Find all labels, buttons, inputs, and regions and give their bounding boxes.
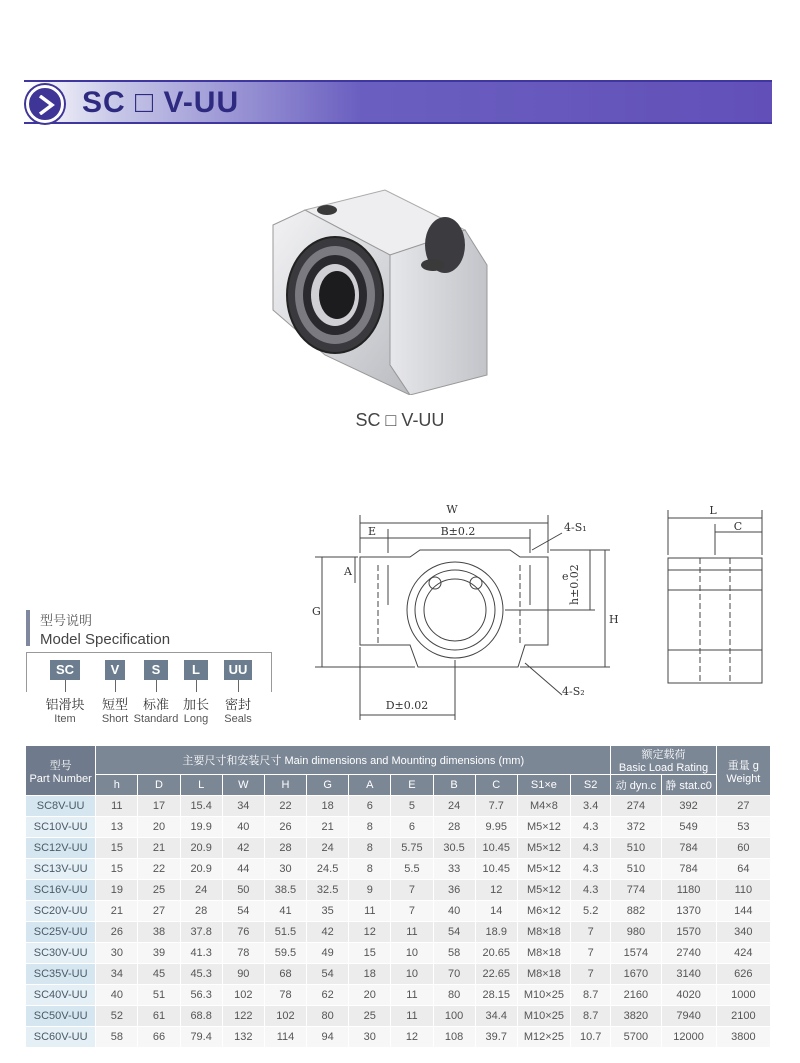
table-cell: 18 (307, 796, 349, 817)
table-cell: 58 (433, 943, 475, 964)
table-cell: 102 (264, 1006, 306, 1027)
table-cell: 12 (349, 922, 391, 943)
table-cell: 24 (433, 796, 475, 817)
table-cell: 27 (138, 901, 180, 922)
table-cell: 28 (180, 901, 222, 922)
table-cell: 78 (264, 985, 306, 1006)
column-header: S2 (571, 775, 611, 796)
spec-short-en: Short (101, 713, 129, 725)
table-cell: 8 (349, 859, 391, 880)
part-number-cell: SC40V-UU (26, 985, 96, 1006)
table-cell: 5.75 (391, 838, 433, 859)
table-cell: M4×8 (517, 796, 570, 817)
table-cell: 37.8 (180, 922, 222, 943)
table-cell: 100 (433, 1006, 475, 1027)
table-cell: 36 (433, 880, 475, 901)
title-banner (24, 80, 772, 124)
column-header: 静 stat.c0 (661, 775, 716, 796)
spec-title-en: Model Specification (40, 631, 171, 648)
table-cell: 64 (716, 859, 770, 880)
table-cell: 15 (96, 838, 138, 859)
table-cell: 11 (391, 985, 433, 1006)
table-cell: 20.65 (475, 943, 517, 964)
front-view-drawing (300, 495, 630, 725)
table-cell: 3140 (661, 964, 716, 985)
spec-chip-l: L (184, 660, 208, 680)
spec-chip-uu: UU (224, 660, 252, 680)
column-header: D (138, 775, 180, 796)
table-cell: 12 (475, 880, 517, 901)
dim-w-label: W (446, 503, 458, 516)
table-cell: 7940 (661, 1006, 716, 1027)
table-cell: 980 (611, 922, 661, 943)
table-cell: 76 (222, 922, 264, 943)
table-cell: 2100 (716, 1006, 770, 1027)
table-cell: 70 (433, 964, 475, 985)
table-cell: 5700 (611, 1027, 661, 1048)
spec-chip-s: S (144, 660, 168, 680)
table-cell: 6 (349, 796, 391, 817)
table-cell: 30.5 (433, 838, 475, 859)
table-row (26, 880, 771, 901)
dim-e-label: E (367, 525, 377, 538)
table-cell: 20.9 (180, 838, 222, 859)
spec-standard-cn: 标准 (142, 697, 169, 712)
table-cell: 39.7 (475, 1027, 517, 1048)
table-cell: 21 (307, 817, 349, 838)
table-row (26, 817, 771, 838)
table-cell: 784 (661, 838, 716, 859)
table-cell: 5.5 (391, 859, 433, 880)
table-cell: 25 (349, 1006, 391, 1027)
table-cell: 114 (264, 1027, 306, 1048)
table-cell: M6×12 (517, 901, 570, 922)
table-cell: 1670 (611, 964, 661, 985)
spec-tick (115, 680, 116, 692)
table-cell: 8 (349, 817, 391, 838)
table-cell: M10×25 (517, 1006, 570, 1027)
weight-header-en: Weight (726, 772, 761, 785)
part-number-cell: SC20V-UU (26, 901, 96, 922)
table-cell: 7 (391, 901, 433, 922)
table-cell: 40 (222, 817, 264, 838)
weight-header-cn: 重量 g (727, 759, 759, 772)
table-cell: 5 (391, 796, 433, 817)
column-header: H (264, 775, 306, 796)
table-cell: 19.9 (180, 817, 222, 838)
dim-e-small-label: e (562, 570, 569, 583)
table-cell: 30 (264, 859, 306, 880)
spec-item-cn: 铝滑块 (45, 697, 85, 712)
table-cell: 30 (349, 1027, 391, 1048)
table-cell: M8×18 (517, 922, 570, 943)
load-rating-header-en: Basic Load Rating (618, 762, 709, 774)
table-cell: 510 (611, 838, 661, 859)
table-row (26, 922, 771, 943)
table-cell: 15.4 (180, 796, 222, 817)
table-cell: 44 (222, 859, 264, 880)
table-cell: 41 (264, 901, 306, 922)
product-photo (265, 185, 490, 395)
table-cell: 4020 (661, 985, 716, 1006)
table-cell: 11 (391, 922, 433, 943)
spec-long-cn: 加长 (182, 697, 209, 712)
table-cell: M12×25 (517, 1027, 570, 1048)
table-cell: 8 (349, 838, 391, 859)
table-cell: 49 (307, 943, 349, 964)
dim-h-label: h±0.02 (568, 564, 581, 605)
table-cell: 15 (349, 943, 391, 964)
table-cell: 38 (138, 922, 180, 943)
table-cell: 45.3 (180, 964, 222, 985)
part-number-cell: SC8V-UU (26, 796, 96, 817)
table-cell: 424 (716, 943, 770, 964)
table-cell: 3820 (611, 1006, 661, 1027)
table-cell: 26 (264, 817, 306, 838)
table-cell: M8×18 (517, 943, 570, 964)
dimensions-table (25, 745, 771, 1048)
table-cell: 68 (264, 964, 306, 985)
table-cell: 24 (307, 838, 349, 859)
table-cell: 10.7 (571, 1027, 611, 1048)
table-cell: 5.2 (571, 901, 611, 922)
table-cell: 54 (307, 964, 349, 985)
spec-standard-en: Standard (133, 713, 179, 725)
spec-seals-cn: 密封 (224, 697, 251, 712)
table-cell: 784 (661, 859, 716, 880)
table-cell: 21 (96, 901, 138, 922)
table-cell: 66 (138, 1027, 180, 1048)
table-cell: 10.45 (475, 838, 517, 859)
column-header: A (349, 775, 391, 796)
table-cell: 21 (138, 838, 180, 859)
table-cell: 10 (391, 964, 433, 985)
table-cell: 28 (264, 838, 306, 859)
dim-a-label: A (344, 565, 352, 578)
load-rating-header-cn: 额定载荷 (641, 749, 686, 761)
table-cell: 8.7 (571, 1006, 611, 1027)
table-cell: 9.95 (475, 817, 517, 838)
photo-caption: SC □ V-UU (355, 410, 445, 430)
table-row (26, 985, 771, 1006)
table-cell: M5×12 (517, 817, 570, 838)
table-cell: 1000 (716, 985, 770, 1006)
table-cell: 626 (716, 964, 770, 985)
part-number-cell: SC50V-UU (26, 1006, 96, 1027)
table-cell: 2160 (611, 985, 661, 1006)
part-number-cell: SC30V-UU (26, 943, 96, 964)
spec-chip-sc: SC (50, 660, 80, 680)
chevron-right-icon (26, 85, 64, 123)
table-cell: 80 (433, 985, 475, 1006)
side-view-drawing (660, 500, 770, 695)
part-number-cell: SC13V-UU (26, 859, 96, 880)
table-cell: 18.9 (475, 922, 517, 943)
table-cell: 4.3 (571, 859, 611, 880)
table-cell: 41.3 (180, 943, 222, 964)
spec-item-en: Item (54, 713, 76, 725)
table-cell: 108 (433, 1027, 475, 1048)
dim-s1-label: 4-S₁ (564, 521, 587, 534)
table-cell: 38.5 (264, 880, 306, 901)
table-cell: 19 (96, 880, 138, 901)
table-cell: 10.45 (475, 859, 517, 880)
table-cell: 56.3 (180, 985, 222, 1006)
spec-long-en: Long (183, 713, 209, 725)
part-number-cell: SC16V-UU (26, 880, 96, 901)
load-rating-header (611, 746, 716, 775)
table-cell: 45 (138, 964, 180, 985)
table-cell: 61 (138, 1006, 180, 1027)
model-spec-heading (26, 610, 170, 646)
column-header: W (222, 775, 264, 796)
table-cell: 3.4 (571, 796, 611, 817)
table-cell: 2740 (661, 943, 716, 964)
spec-chip-v: V (105, 660, 125, 680)
dim-c-label: C (733, 520, 743, 533)
table-cell: 94 (307, 1027, 349, 1048)
table-cell: 15 (96, 859, 138, 880)
column-header: C (475, 775, 517, 796)
table-cell: 53 (716, 817, 770, 838)
table-cell: 144 (716, 901, 770, 922)
table-cell: 79.4 (180, 1027, 222, 1048)
part-number-header-cn: 型号 (49, 759, 72, 772)
table-cell: 4.3 (571, 838, 611, 859)
table-cell: 510 (611, 859, 661, 880)
table-row (26, 964, 771, 985)
table-cell: 14 (475, 901, 517, 922)
table-cell: 7.7 (475, 796, 517, 817)
table-cell: 12 (391, 1027, 433, 1048)
dim-hh-label: H (609, 613, 619, 626)
column-header: h (96, 775, 138, 796)
table-cell: 28 (433, 817, 475, 838)
table-cell: 24.5 (307, 859, 349, 880)
table-cell: 9 (349, 880, 391, 901)
table-cell: 51 (138, 985, 180, 1006)
table-cell: M8×18 (517, 964, 570, 985)
table-cell: 17 (138, 796, 180, 817)
spec-tick (196, 680, 197, 692)
table-cell: M5×12 (517, 880, 570, 901)
table-cell: 7 (571, 964, 611, 985)
table-cell: 110 (716, 880, 770, 901)
table-cell: 54 (433, 922, 475, 943)
table-cell: 7 (391, 880, 433, 901)
table-cell: 122 (222, 1006, 264, 1027)
table-cell: M5×12 (517, 838, 570, 859)
table-cell: 549 (661, 817, 716, 838)
spec-tick (238, 680, 239, 692)
table-row (26, 1006, 771, 1027)
table-cell: 372 (611, 817, 661, 838)
dim-l-label: L (709, 504, 717, 517)
table-cell: 392 (661, 796, 716, 817)
table-row (26, 943, 771, 964)
table-cell: M5×12 (517, 859, 570, 880)
table-cell: 34 (96, 964, 138, 985)
table-row (26, 859, 771, 880)
column-header: E (391, 775, 433, 796)
table-cell: 4.3 (571, 817, 611, 838)
table-cell: 26 (96, 922, 138, 943)
table-cell: 8.7 (571, 985, 611, 1006)
table-cell: 132 (222, 1027, 264, 1048)
table-cell: 4.3 (571, 880, 611, 901)
dim-s2-label: 4-S₂ (562, 685, 585, 698)
table-cell: 18 (349, 964, 391, 985)
dim-b-label: B±0.2 (440, 525, 476, 538)
table-cell: 22 (138, 859, 180, 880)
table-cell: 30 (96, 943, 138, 964)
spec-title-cn: 型号说明 (40, 613, 93, 628)
part-number-cell: SC35V-UU (26, 964, 96, 985)
table-cell: 34.4 (475, 1006, 517, 1027)
table-cell: 12000 (661, 1027, 716, 1048)
part-number-cell: SC12V-UU (26, 838, 96, 859)
table-row (26, 1027, 771, 1048)
table-cell: 1180 (661, 880, 716, 901)
table-cell: 33 (433, 859, 475, 880)
table-cell: M10×25 (517, 985, 570, 1006)
table-cell: 28.15 (475, 985, 517, 1006)
table-cell: 20 (138, 817, 180, 838)
table-cell: 1570 (661, 922, 716, 943)
main-dimensions-header: 主要尺寸和安装尺寸 Main dimensions and Mounting dimensions (mm) (96, 746, 611, 775)
table-cell: 54 (222, 901, 264, 922)
table-cell: 35 (307, 901, 349, 922)
table-cell: 25 (138, 880, 180, 901)
part-number-cell: SC10V-UU (26, 817, 96, 838)
table-cell: 68.8 (180, 1006, 222, 1027)
table-cell: 20 (349, 985, 391, 1006)
part-number-cell: SC60V-UU (26, 1027, 96, 1048)
table-row (26, 796, 771, 817)
spec-short-cn: 短型 (101, 697, 128, 712)
table-cell: 52 (96, 1006, 138, 1027)
table-cell: 20.9 (180, 859, 222, 880)
spec-tick (156, 680, 157, 692)
column-header: B (433, 775, 475, 796)
table-cell: 24 (180, 880, 222, 901)
table-cell: 27 (716, 796, 770, 817)
part-number-header-en: Part Number (29, 772, 92, 785)
table-cell: 1370 (661, 901, 716, 922)
table-cell: 882 (611, 901, 661, 922)
table-row (26, 838, 771, 859)
table-cell: 51.5 (264, 922, 306, 943)
table-cell: 78 (222, 943, 264, 964)
table-cell: 102 (222, 985, 264, 1006)
spec-tick (65, 680, 66, 692)
table-cell: 22.65 (475, 964, 517, 985)
table-cell: 22 (264, 796, 306, 817)
table-cell: 6 (391, 817, 433, 838)
spec-seals-en: Seals (224, 713, 252, 725)
table-cell: 34 (222, 796, 264, 817)
table-cell: 32.5 (307, 880, 349, 901)
table-cell: 42 (307, 922, 349, 943)
part-number-header (26, 746, 96, 796)
dim-g-label: G (312, 605, 321, 618)
table-cell: 50 (222, 880, 264, 901)
table-cell: 3800 (716, 1027, 770, 1048)
table-row (26, 901, 771, 922)
column-header: L (180, 775, 222, 796)
table-cell: 58 (96, 1027, 138, 1048)
dim-d-label: D±0.02 (385, 699, 429, 712)
table-cell: 13 (96, 817, 138, 838)
table-cell: 60 (716, 838, 770, 859)
column-header: 动 dyn.c (611, 775, 661, 796)
table-cell: 7 (571, 922, 611, 943)
table-cell: 90 (222, 964, 264, 985)
table-cell: 11 (96, 796, 138, 817)
table-cell: 11 (391, 1006, 433, 1027)
table-cell: 7 (571, 943, 611, 964)
table-cell: 40 (96, 985, 138, 1006)
table-cell: 340 (716, 922, 770, 943)
table-cell: 274 (611, 796, 661, 817)
column-header: G (307, 775, 349, 796)
table-cell: 774 (611, 880, 661, 901)
table-cell: 80 (307, 1006, 349, 1027)
table-cell: 10 (391, 943, 433, 964)
table-cell: 42 (222, 838, 264, 859)
page-title: SC □ V-UU (82, 86, 240, 119)
table-cell: 11 (349, 901, 391, 922)
column-header: S1×e (517, 775, 570, 796)
table-cell: 59.5 (264, 943, 306, 964)
table-cell: 39 (138, 943, 180, 964)
table-cell: 40 (433, 901, 475, 922)
table-cell: 62 (307, 985, 349, 1006)
part-number-cell: SC25V-UU (26, 922, 96, 943)
table-cell: 1574 (611, 943, 661, 964)
weight-header (716, 746, 770, 796)
